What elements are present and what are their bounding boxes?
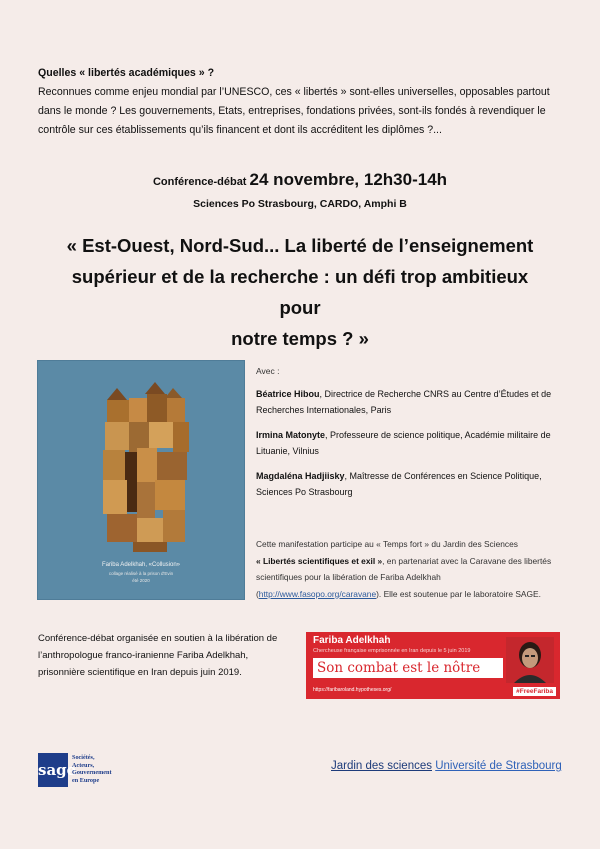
title-line: « Est-Ouest, Nord-Sud... La liberté de l’enseignement (66, 235, 534, 256)
partnership-text: ). Elle est soutenue par le laboratoire SAGE. (376, 588, 541, 599)
book-cover-image (37, 360, 245, 600)
banner-name: Fariba Adelkhah (313, 635, 391, 646)
partnership-text: , en partenariat avec la Caravane des libertés scientifiques pour la libération de Fariba Adelkhah ( (256, 555, 552, 599)
collage-artwork (37, 360, 245, 600)
intro-section (38, 64, 568, 140)
partnership-theme: « Libertés scientifiques et exil » (256, 555, 383, 566)
cover-caption-technique: collage réalisé à la prison d'Evin (108, 571, 174, 576)
cover-caption-date: été 2020 (132, 578, 150, 583)
logo-line: en Europe (72, 776, 100, 784)
speaker-role: , Maîtresse de Conférences en Science Politique, Sciences Po Strasbourg (256, 471, 542, 497)
portrait-image (506, 637, 554, 683)
logo-line: Acteurs, (72, 761, 95, 769)
partnership-note (256, 536, 568, 602)
title-line: supérieur et de la recherche : un défi trop ambitieux pour (71, 266, 529, 318)
intro-paragraph: Reconnues comme enjeu mondial par l’UNESCO, ces « libertés » sont-elles universelles, opposables partout dans le monde ? Les gouvernements, Etats, entreprises, fondations privées, sont-ils fondés à revendiquer le contrôle sur ces établissements qu’ils financent et dont ils accréditent les diplômes ?... (38, 86, 550, 136)
speaker-name: Béatrice Hibou (256, 389, 320, 399)
universite-strasbourg-link[interactable]: Université de Strasbourg (435, 760, 562, 772)
event-date: 24 novembre, 12h30-14h (249, 170, 448, 189)
speaker-entry (256, 427, 566, 459)
cover-caption-title: Fariba Adelkhah, «Collusion» (101, 562, 181, 568)
event-datetime (0, 170, 600, 190)
partnership-text: Cette manifestation participe au « Temps fort » du Jardin des Sciences (256, 539, 518, 549)
sage-logo-mark: sage (38, 753, 68, 787)
sage-logo-text (72, 754, 112, 784)
speaker-name: Irmina Matonyte (256, 430, 326, 440)
event-venue: Sciences Po Strasbourg, CARDO, Amphi B (193, 198, 407, 210)
free-fariba-banner (306, 632, 560, 699)
speaker-role: , Professeure de science politique, Académie militaire de Lituanie, Vilnius (256, 430, 551, 456)
speakers-label: Avec : (256, 366, 280, 376)
logo-line: Sociétés, (72, 754, 95, 761)
speaker-entry (256, 468, 566, 500)
title-line: notre temps ? » (231, 328, 369, 349)
event-type: Conférence-débat (152, 176, 247, 188)
banner-subtitle: Chercheuse française emprisonnée en Iran depuis le 5 juin 2019 (313, 648, 471, 654)
jardin-des-sciences-link[interactable]: Jardin des sciences (331, 760, 432, 772)
banner-url: https://faribaroland.hypotheses.org/ (313, 687, 392, 693)
footer-links (331, 760, 562, 772)
support-statement: Conférence-débat organisée en soutien à la libération de l’anthropologue franco-iranienne Fariba Adelkhah, prisonnière scientifique en Iran depuis juin 2019. (38, 633, 278, 678)
banner-slogan: Son combat est le nôtre (313, 658, 503, 678)
conference-title (55, 230, 545, 354)
caravane-link[interactable]: http://www.fasopo.org/caravane (258, 588, 377, 599)
logo-line: Gouvernement (72, 769, 112, 777)
speaker-entry (256, 386, 566, 418)
speaker-name: Magdaléna Hadjiisky (256, 471, 345, 481)
intro-question: Quelles « libertés académiques » ? (38, 67, 215, 79)
sage-logo (38, 753, 114, 787)
speaker-role: , Directrice de Recherche CNRS au Centre d’Études et de Recherches Internationales, Paris (256, 389, 552, 415)
banner-hashtag: #FreeFariba (513, 687, 556, 696)
